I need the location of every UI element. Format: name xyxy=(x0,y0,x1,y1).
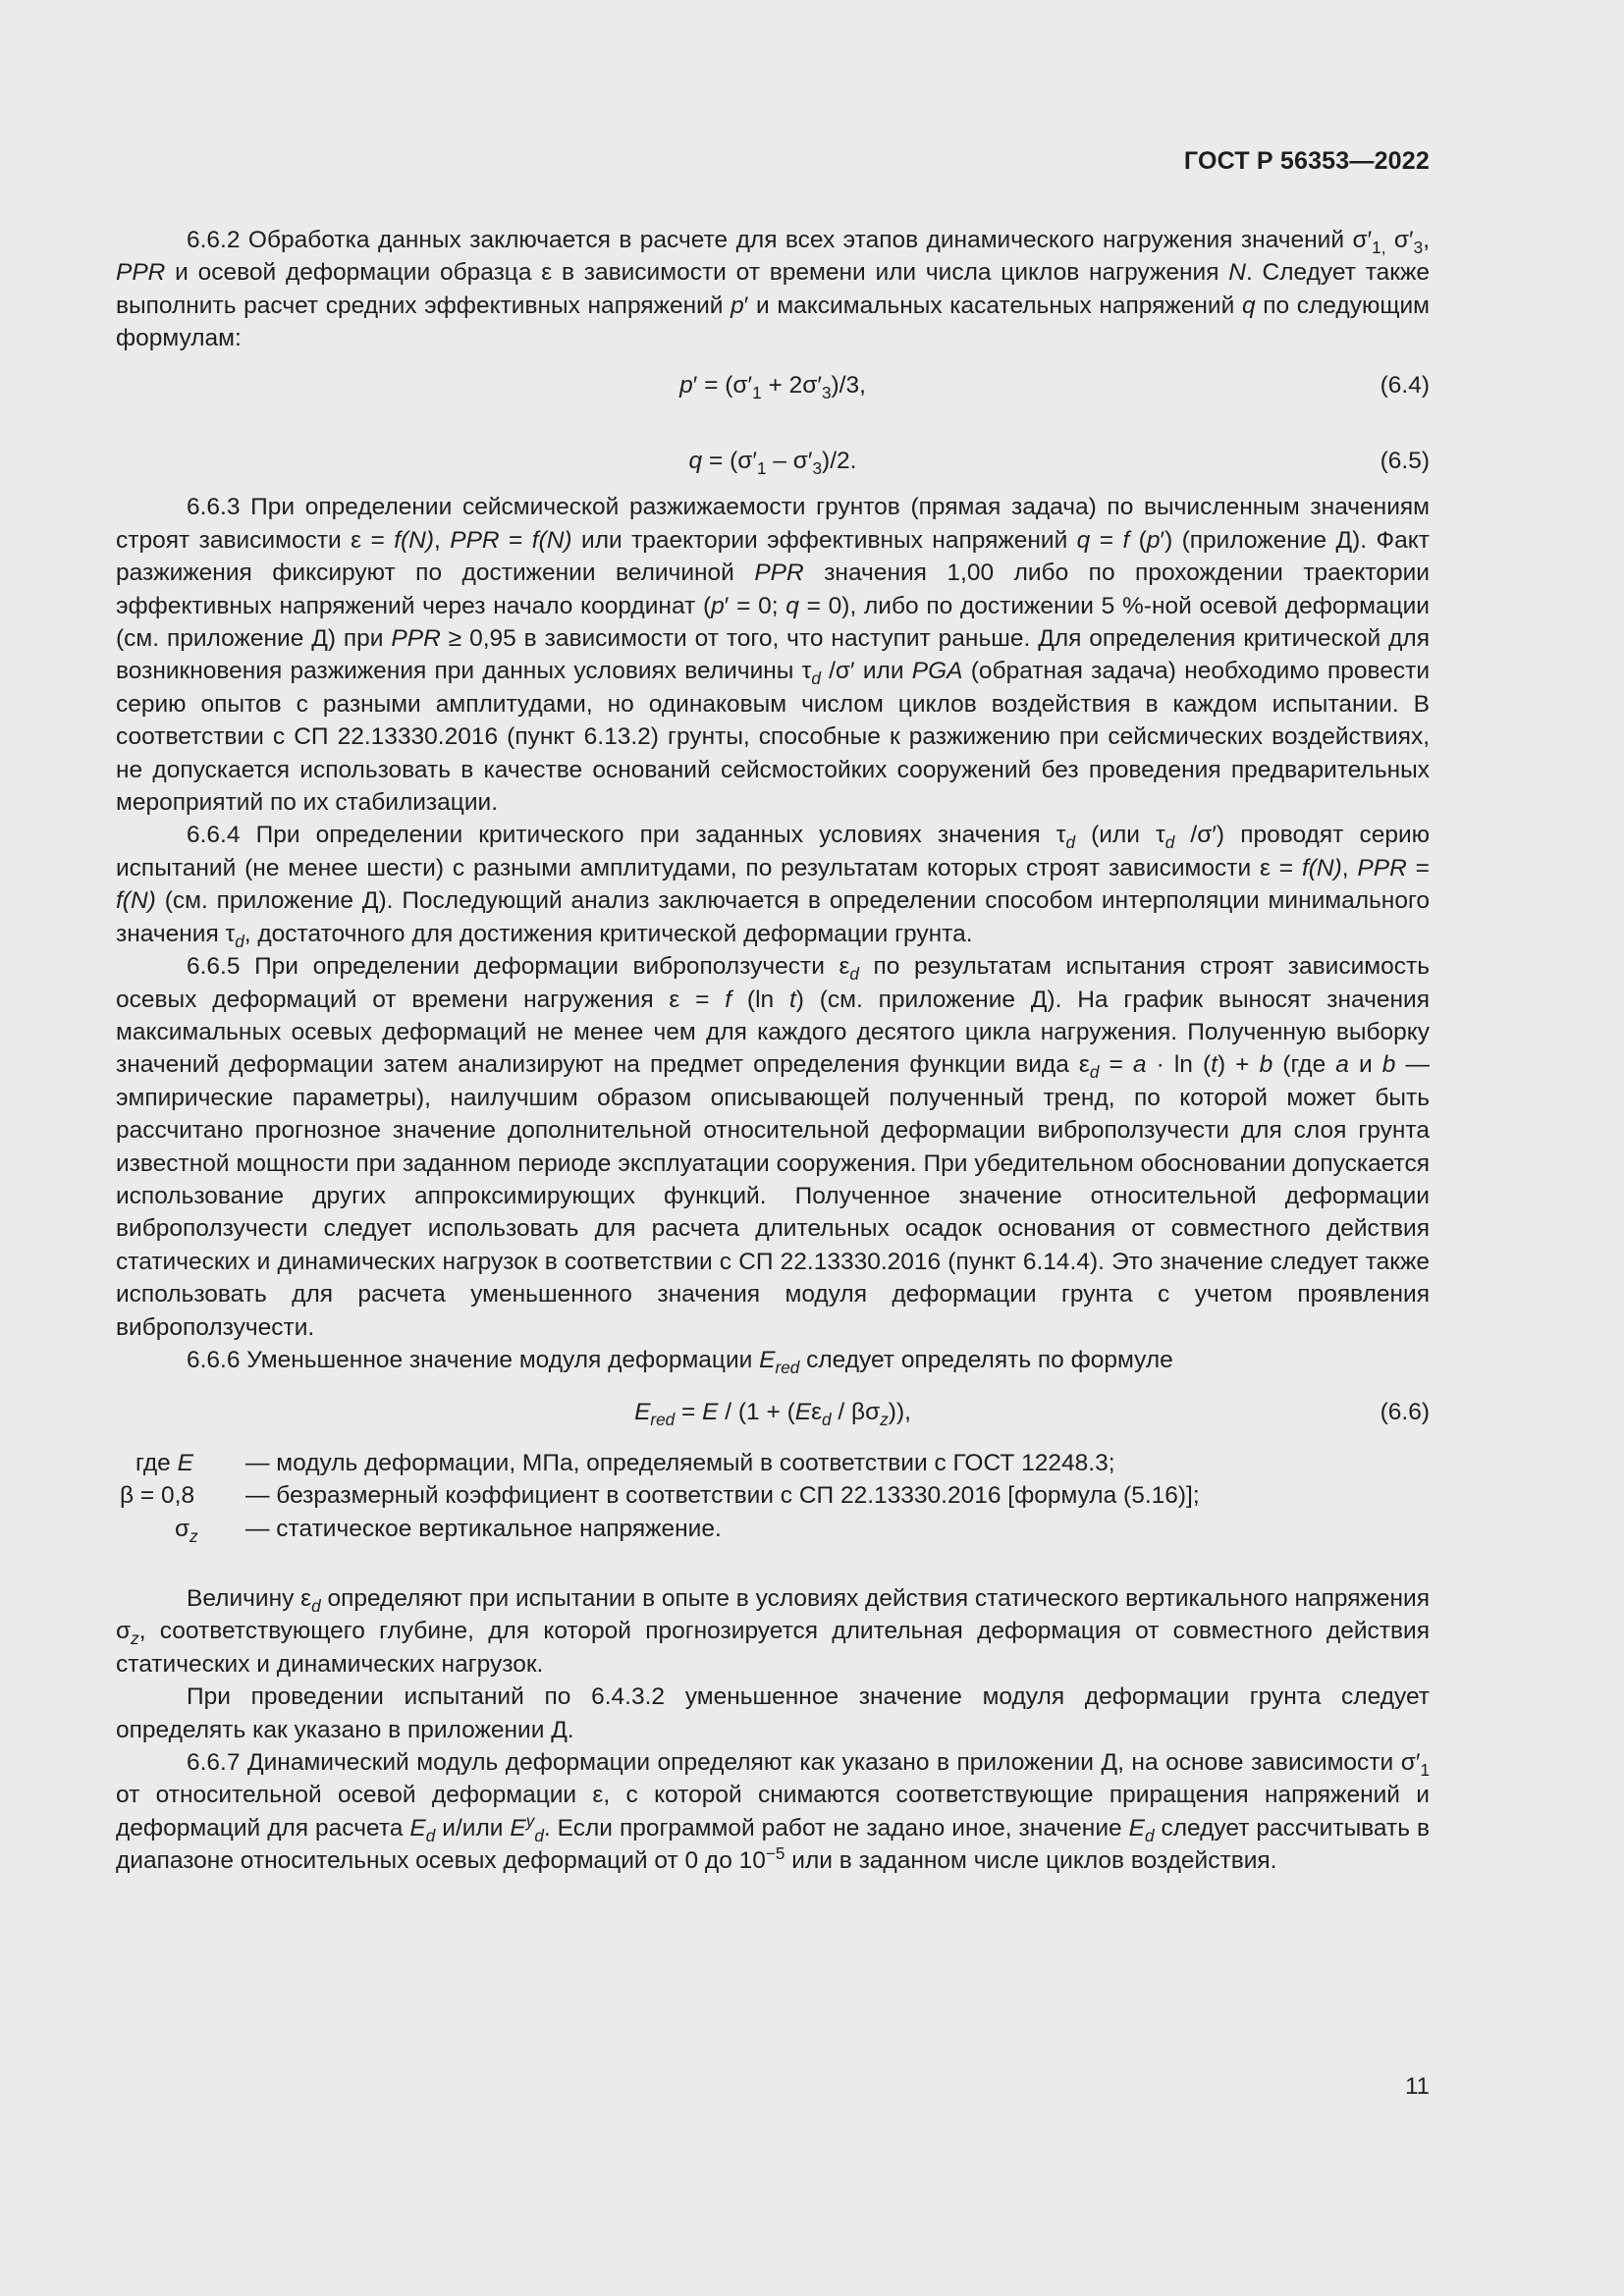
formula-6-4-number: (6.4) xyxy=(1380,371,1430,399)
paragraph-6-6-7: 6.6.7 Динамический модуль деформации определяют как указано в приложении Д, на основе зависимости $\sigma'_1$ от относительной осевой деформации ε, с которой снимаются соответствующие приращения напряжений и деформаций для расчета $E_d$ и/или $E^y_d$. Если программой работ не задано иное, значение $E_d$ следует рассчитывать в диапазоне относительных осевых деформаций от 0 до $10^{-5}$ или в заданном числе циклов воздействия. xyxy=(116,1749,1430,1875)
paragraph-6-6-6: 6.6.6 Уменьшенное значение модуля деформации $E_{red}$ следует определять по формуле xyxy=(187,1346,1173,1377)
paragraph-6-6-5: 6.6.5 При определении деформации виброползучести $\varepsilon_d$ по результатам испытания строят зависимость осевых деформаций от времени нагружения ε = f (ln t) (см. приложение Д). На график выносят значения максимальных осевых деформаций не менее чем для каждого десятого цикла нагружения. Полученную выборку значений деформации затем анализируют на предмет определения функции вида $\varepsilon_d = a \cdot \ln (t) + b$ (где a и b — эмпирические параметры), наилучшим образом описывающей полученный тренд, по которой может быть рассчитано прогнозное значение дополнительной относительной деформации виброползучести для слоя грунта известной мощности при заданном периоде эксплуатации сооружения. При убедительном обосновании допускается использование других аппроксимирующих функций. Полученное значение относительной деформации виброползучести следует использовать для расчета длительных осадок основания от совместного действия статических и динамических нагрузок в соответствии с СП 22.13330.2016 (пункт 6.14.4). Это значение следует также использовать для расчета уменьшенного значения модуля деформации грунта с учетом проявления виброползучести. xyxy=(116,953,1431,1341)
paragraph-tests: При проведении испытаний по 6.4.3.2 уменьшенное значение модуля деформации грунта следует определять как указано в приложении Д. xyxy=(116,1683,1430,1743)
legend-text: — модуль деформации, МПа, определяемый в соответствии с ГОСТ 12248.3; xyxy=(245,1449,1115,1476)
legend-symbol: где E xyxy=(135,1449,193,1476)
formula-6-5-number: (6.5) xyxy=(1380,448,1430,475)
legend-text: — безразмерный коэффициент в соответствии с СП 22.13330.2016 [формула (5.16)]; xyxy=(245,1482,1200,1510)
formula-6-5 xyxy=(116,445,1430,477)
formula-6-6-expression: $E_{red} = E / (1 + (E\varepsilon_d / \beta\sigma_z))$, xyxy=(634,1399,911,1430)
paragraph-6-6-4: 6.6.4 При определении критического при заданных условиях значения $\tau_d$ (или $\tau_d$ /σ′) проводят серию испытаний (не менее шести) с разными амплитудами, по результатам которых строят зависимости ε = f(N), PPR = f(N) (см. приложение Д). Последующий анализ заключается в определении способом интерполяции минимального значения $\tau_d$, достаточного для достижения критической деформации грунта. xyxy=(116,822,1431,951)
formula-6-4 xyxy=(116,369,1430,401)
paragraph-6-6-3: 6.6.3 При определении сейсмической разжижаемости грунтов (прямая задача) по вычисленным значениям строят зависимости ε = f(N), PPR = f(N) или траектории эффективных напряжений q = f (p′) (приложение Д). Факт разжижения фиксируют по достижении величиной PPR значения 1,00 либо по прохождении траектории эффективных напряжений через начало координат (p′ = 0; q = 0), либо по достижении 5 %-ной осевой деформации (см. приложение Д) при PPR ≥ 0,95 в зависимости от того, что наступит раньше. Для определения критической для возникновения разжижения при данных условиях величины $\tau_d$ /σ′ или PGA (обратная задача) необходимо провести серию опытов с разными амплитудами, но одинаковым числом циклов воздействия в каждом испытании. В соответствии с СП 22.13330.2016 (пункт 6.13.2) грунты, способные к разжижению при сейсмических воздействиях, не допускается использовать в качестве оснований сейсмостойких сооружений без проведения предварительных мероприятий по их стабилизации. xyxy=(116,494,1430,817)
legend-row-E xyxy=(116,1447,1430,1479)
legend-symbol: $\sigma_z$ xyxy=(175,1515,198,1546)
formula-6-5-expression: $q = (\sigma'_1 - \sigma'_3)/2$. xyxy=(688,448,857,478)
paragraph-value: Величину $\varepsilon_d$ определяют при испытании в опыте в условиях действия статического вертикального напряжения $\sigma_z$, соответствующего глубине, для которой прогнозируется длительная деформация от совместного действия статических и динамических нагрузок. xyxy=(116,1584,1430,1678)
legend-text: — статическое вертикальное напряжение. xyxy=(245,1515,722,1542)
paragraph-6-6-2: 6.6.2 Обработка данных заключается в расчете для всех этапов динамического нагружения значений $\sigma'_{1,}$ $\sigma'_3$, PPR и осевой деформации образца ε в зависимости от времени или числа циклов нагружения N. Следует также выполнить расчет средних эффективных напряжений p′ и максимальных касательных напряжений q по следующим формулам: xyxy=(116,227,1431,352)
legend-row-beta xyxy=(116,1479,1430,1512)
formula-6-6 xyxy=(116,1396,1430,1428)
legend-row-sigma xyxy=(116,1513,1430,1545)
legend-symbol: β = 0,8 xyxy=(120,1482,195,1510)
page-number: 11 xyxy=(1405,2073,1430,2100)
formula-6-4-expression: $p' = (\sigma'_1 + 2\sigma'_3)/3$, xyxy=(679,371,866,402)
standard-header: ГОСТ Р 56353—2022 xyxy=(1183,147,1430,175)
main-text xyxy=(116,224,1430,1878)
variable-legend xyxy=(116,1447,1430,1545)
formula-6-6-number: (6.6) xyxy=(1380,1399,1430,1426)
